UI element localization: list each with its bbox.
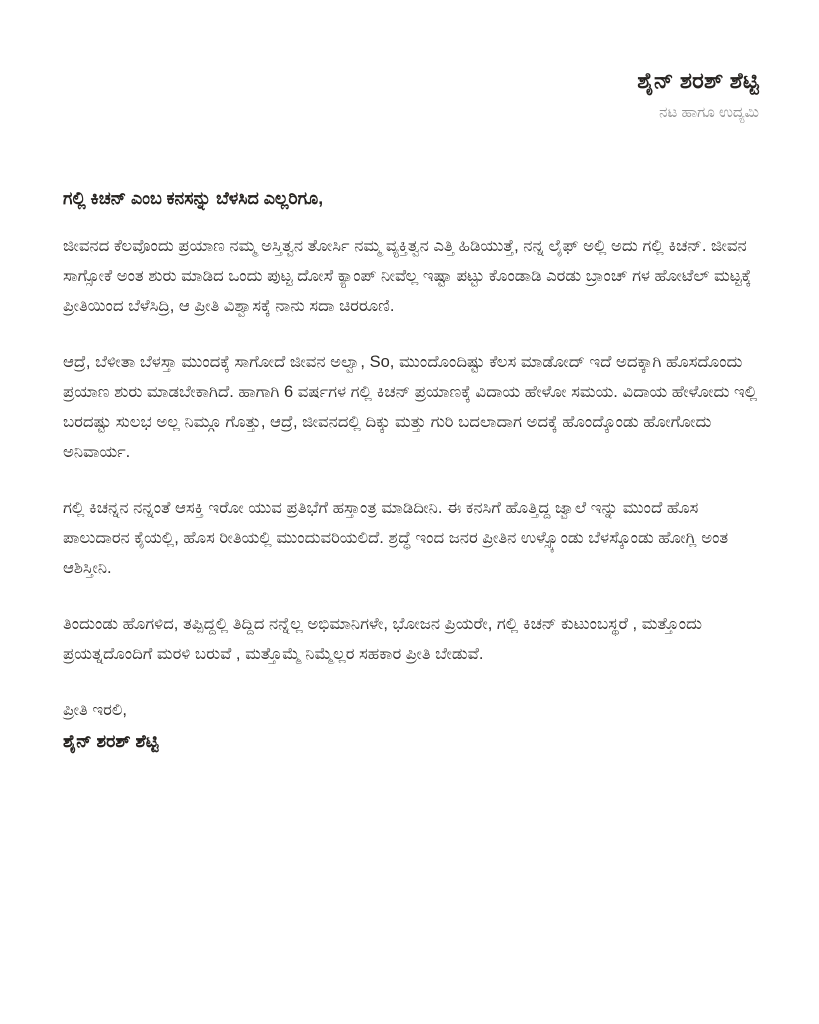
author-subtitle: ನಟ ಹಾಗೂ ಉದ್ಯಮಿ	[659, 104, 759, 121]
closing-block	[63, 695, 761, 752]
letterhead	[637, 68, 759, 121]
letter-body	[63, 188, 761, 752]
paragraph-4: ತಿಂದುಂಡು ಹೊಗಳಿದ, ತಪ್ಪಿದ್ದಲ್ಲಿ ತಿದ್ದಿದ ನನ್ನೆಲ್ಲ ಅಭಿಮಾನಿಗಳೇ, ಭೋಜನ ಪ್ರಿಯರೇ, ಗಲ್ಲಿ ಕಿಚನ್ ಕುಟುಂಬಸ್ಥರೆ , ಮತ್ತೊಂದು ಪ್ರಯತ್ನದೊಂದಿಗೆ ಮರಳಿ ಬರುವೆ , ಮತ್ತೊಮ್ಮೆ ನಿಮ್ಮೆಲ್ಲರ ಸಹಕಾರ ಪ್ರೀತಿ ಬೇಡುವೆ.	[63, 615, 702, 663]
paragraph-2: ಆದ್ರೆ, ಬೆಳೀತಾ ಬೆಳಸ್ತಾ ಮುಂದಕ್ಕೆ ಸಾಗೋದೆ ಜೀವನ ಅಲ್ವಾ, So, ಮುಂದೊಂದಿಷ್ಟು ಕೆಲಸ ಮಾಡೋದ್ ಇದೆ ಅದಕ್ಕಾಗಿ ಹೊಸದೊಂದು ಪ್ರಯಾಣ ಶುರು ಮಾಡಬೇಕಾಗಿದೆ. ಹಾಗಾಗಿ 6 ವರ್ಷಗಳ ಗಲ್ಲಿ ಕಿಚನ್ ಪ್ರಯಾಣಕ್ಕೆ ವಿದಾಯ ಹೇಳೋ ಸಮಯ. ವಿದಾಯ ಹೇಳೋದು ಇಲ್ಲಿ ಬರದಷ್ಟು ಸುಲಭ ಅಲ್ಲ ನಿಮ್ಗೂ ಗೊತ್ತು, ಆದ್ರೆ, ಜೀವನದಲ್ಲಿ ದಿಕ್ಕು ಮತ್ತು ಗುರಿ ಬದಲಾದಾಗ ಅದಕ್ಕೆ ಹೊಂದ್ಕೊಂಡು ಹೋಗೋದು ಅನಿವಾರ್ಯ.	[63, 353, 758, 461]
paragraph-3: ಗಲ್ಲಿ ಕಿಚನ್ನನ ನನ್ನಂತೆ ಆಸಕ್ತಿ ಇರೋ ಯುವ ಪ್ರತಿಭೆಗೆ ಹಸ್ತಾಂತ್ರ ಮಾಡಿದೀನಿ. ಈ ಕನಸಿಗೆ ಹೊತ್ತಿದ್ದ ಜ್ವಾಲೆ ಇನ್ನು ಮುಂದೆ ಹೊಸ ಪಾಲುದಾರನ ಕೈಯಲ್ಲಿ, ಹೊಸ ರೀತಿಯಲ್ಲಿ ಮುಂದುವರಿಯಲಿದೆ. ಶ್ರದ್ಧೆ ಇಂದ ಜನರ ಪ್ರೀತಿನ ಉಳ್ಸ್ಕೊಂಡು ಬೆಳಸ್ಕೊಂಡು ಹೋಗ್ಲಿ ಅಂತ ಆಶಿಸ್ತೀನಿ.	[63, 499, 729, 577]
signature-name: ಶೈನ್ ಶರಶ್ ಶೆಟ್ಟಿ	[63, 731, 159, 751]
valediction: ಪ್ರೀತಿ ಇರಲಿ,	[63, 701, 127, 719]
salutation: ಗಲ್ಲಿ ಕಿಚನ್ ಎಂಬ ಕನಸನ್ನು ಬೆಳಸಿದ ಎಲ್ಲರಿಗೂ,	[63, 188, 324, 208]
paragraph-1: ಜೀವನದ ಕೆಲವೊಂದು ಪ್ರಯಾಣ ನಮ್ಮ ಅಸ್ತಿತ್ವನ ತೋರ್ಸಿ ನಮ್ಮ ವ್ಯಕ್ತಿತ್ವನ ಎತ್ತಿ ಹಿಡಿಯುತ್ತೆ, ನನ್ನ ಲೈಫ್ ಅಲ್ಲಿ ಅದು ಗಲ್ಲಿ ಕಿಚನ್. ಜೀವನ ಸಾಗ್ಸೋಕೆ ಅಂತ ಶುರು ಮಾಡಿದ ಒಂದು ಪುಟ್ಟ ದೋಸೆ ಕ್ಯಾಂಪ್ ನೀವೆಲ್ಲ ಇಷ್ಟಾ ಪಟ್ಟು ಕೊಂಡಾಡಿ ಎರಡು ಬ್ರಾಂಚ್ ಗಳ ಹೋಟೆಲ್ ಮಟ್ಟಕ್ಕೆ ಪ್ರೀತಿಯಿಂದ ಬೆಳೆಸಿದ್ರಿ, ಆ ಪ್ರೀತಿ ವಿಶ್ವಾಸಕ್ಕೆ ನಾನು ಸದಾ ಚಿರರೂಣಿ.	[63, 237, 752, 315]
author-name: ಶೈನ್ ಶರಶ್ ಶೆಟ್ಟಿ	[637, 68, 759, 93]
